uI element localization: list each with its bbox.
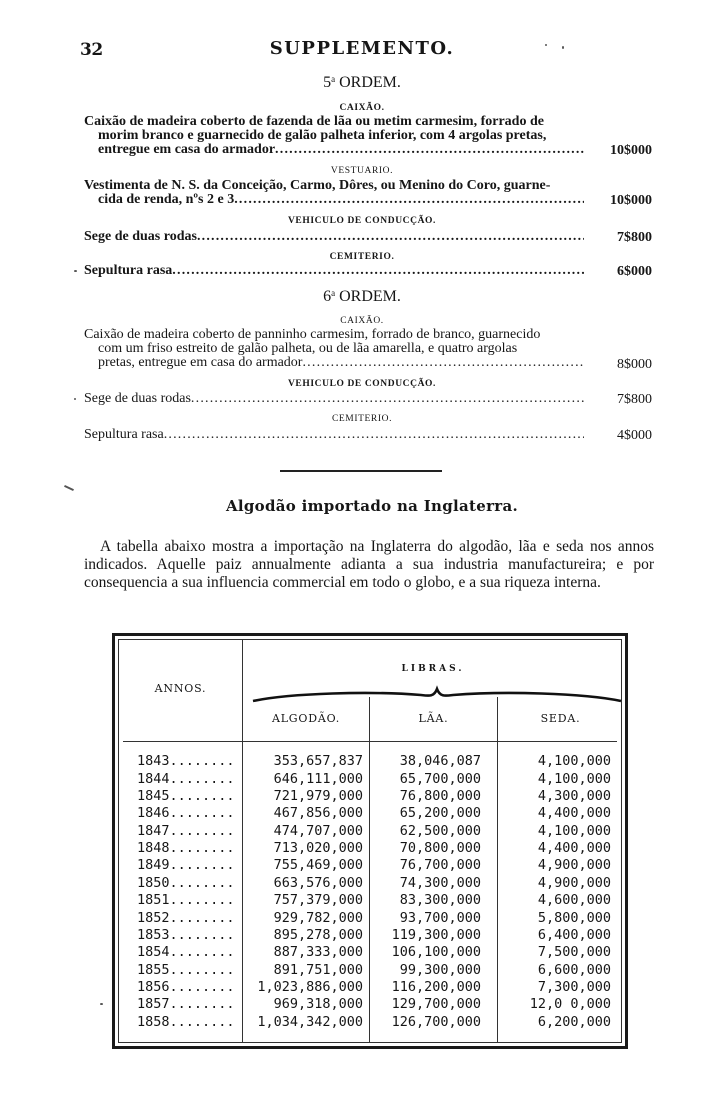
order-ordinal: a	[331, 74, 336, 84]
table-row: 1853........ 895,278,000 119,300,000 6,400,000	[137, 927, 611, 943]
table-row: 1855........ 891,751,000 99,300,000 6,600,000	[137, 962, 611, 978]
article-intro	[84, 538, 654, 592]
table-row: 1857........ 969,318,000 129,700,000 12,0 0,000	[137, 996, 611, 1012]
entry-vestuario	[84, 179, 584, 207]
table-row: 1858........ 1,034,342,000 126,700,000 6,200,000	[137, 1014, 611, 1030]
category-cemiterio: CEMITERIO.	[331, 414, 393, 424]
table-row: 1843........ 353,657,837 38,046,087 4,100,000	[137, 753, 611, 769]
import-table	[112, 633, 628, 1049]
section-divider	[280, 470, 442, 472]
entry-line: Sege de duas rodas	[84, 229, 197, 244]
price: 4$000	[617, 428, 652, 443]
table-row: 1850........ 663,576,000 74,300,000 4,900,000	[137, 875, 611, 891]
leader-dots	[197, 230, 584, 244]
entry-sepultura-5	[84, 264, 584, 278]
leader-dots	[234, 193, 584, 207]
category-caixao: CAIXÃO.	[339, 103, 385, 113]
order-number: 6	[323, 288, 332, 305]
leader-dots	[191, 392, 584, 406]
entry-line: cida de renda, nºs 2 e 3	[98, 192, 235, 207]
entry-caixao-6	[84, 328, 584, 370]
category-vestuario: VESTUARIO.	[330, 166, 394, 176]
entry-line: Sepultura rasa	[84, 263, 173, 278]
table-row: 1844........ 646,111,000 65,700,000 4,100,000	[137, 771, 611, 787]
price: 7$800	[617, 230, 652, 245]
order-ordinal: a	[331, 288, 336, 298]
order-title-5	[0, 74, 704, 92]
entry-line: morim branco e guarnecido de galão palheta inferior, com 4 argolas pretas,	[98, 128, 547, 143]
price: 7$800	[617, 392, 652, 407]
leader-dots	[302, 356, 584, 370]
header-years: ANNOS.	[154, 682, 207, 695]
page-number: 32	[80, 40, 103, 60]
entry-caixao-5	[84, 115, 584, 157]
table-row: 1847........ 474,707,000 62,500,000 4,100,000	[137, 823, 611, 839]
price: 8$000	[617, 357, 652, 372]
brace-icon	[251, 685, 623, 705]
scan-mark	[100, 1003, 103, 1005]
price: 6$000	[617, 264, 652, 279]
table-row: 1845........ 721,979,000 76,800,000 4,300,000	[137, 788, 611, 804]
table-inner-border	[118, 639, 622, 1043]
entry-line: Sepultura rasa	[84, 427, 164, 442]
order-word: ORDEM.	[335, 74, 401, 91]
table-row: 1849........ 755,469,000 76,700,000 4,900,000	[137, 857, 611, 873]
header-seda: SEDA.	[540, 712, 581, 725]
table-row: 1846........ 467,856,000 65,200,000 4,400,000	[137, 805, 611, 821]
entry-line: Caixão de madeira coberto de panninho carmesim, forrado de branco, guarnecido	[84, 327, 541, 342]
table-row: 1856........ 1,023,886,000 116,200,000 7,300,000	[137, 979, 611, 995]
price: 10$000	[610, 193, 652, 208]
entry-line: entregue em casa do armador	[98, 142, 276, 157]
entry-sege-6	[84, 392, 584, 406]
scan-mark	[545, 44, 547, 46]
header-laa: LÃA.	[418, 712, 449, 725]
category-vehiculo: VEHICULO DE CONDUCÇÃO.	[287, 216, 437, 226]
order-number: 5	[323, 74, 332, 91]
price: 10$000	[610, 143, 652, 158]
entry-line: pretas, entregue em casa do armador	[98, 355, 303, 370]
table-row: 1852........ 929,782,000 93,700,000 5,800,000	[137, 910, 611, 926]
entry-sepultura-6	[84, 428, 584, 442]
entry-line: Vestimenta de N. S. da Conceição, Carmo, Dôres, ou Menino do Coro, guarne-	[84, 178, 551, 193]
header-rule	[123, 741, 617, 742]
category-caixao: CAIXÃO.	[340, 316, 384, 326]
category-cemiterio: CEMITERIO.	[329, 252, 395, 262]
leader-dots	[275, 143, 584, 157]
entry-line: Caixão de madeira coberto de fazenda de lãa ou metim carmesim, forrado de	[84, 114, 544, 129]
leader-dots	[172, 264, 584, 278]
category-vehiculo: VEHICULO DE CONDUCÇÃO.	[287, 379, 437, 389]
entry-line: Sege de duas rodas	[84, 391, 191, 406]
scan-mark	[562, 46, 564, 49]
scan-mark	[74, 270, 77, 272]
table-row: 1848........ 713,020,000 70,800,000 4,400,000	[137, 840, 611, 856]
scan-mark	[74, 398, 76, 400]
order-title-6	[0, 288, 704, 306]
table-row: 1854........ 887,333,000 106,100,000 7,500,000	[137, 944, 611, 960]
entry-line: com um friso estreito de galão palheta, ou de lãa amarella, e quatro argolas	[98, 341, 518, 356]
header-libras: LIBRAS.	[401, 664, 465, 674]
entry-sege-5	[84, 230, 584, 244]
scan-mark	[64, 485, 74, 491]
intro-paragraph: A tabella abaixo mostra a importação na Inglaterra do algodão, lãa e seda nos annos indicados. Aquelle paiz annualmente adianta a sua industria manufactureira; e por consequencia a sua influencia commercial em todo o globo, e a sua riqueza interna.	[84, 538, 654, 591]
order-word: ORDEM.	[335, 288, 401, 305]
leader-dots	[164, 428, 584, 442]
table-row: 1851........ 757,379,000 83,300,000 4,600,000	[137, 892, 611, 908]
article-title: Algodão importado na Inglaterra.	[225, 497, 519, 515]
running-head: SUPPLEMENTO.	[269, 38, 455, 59]
header-algodao: ALGODÃO.	[271, 712, 341, 725]
